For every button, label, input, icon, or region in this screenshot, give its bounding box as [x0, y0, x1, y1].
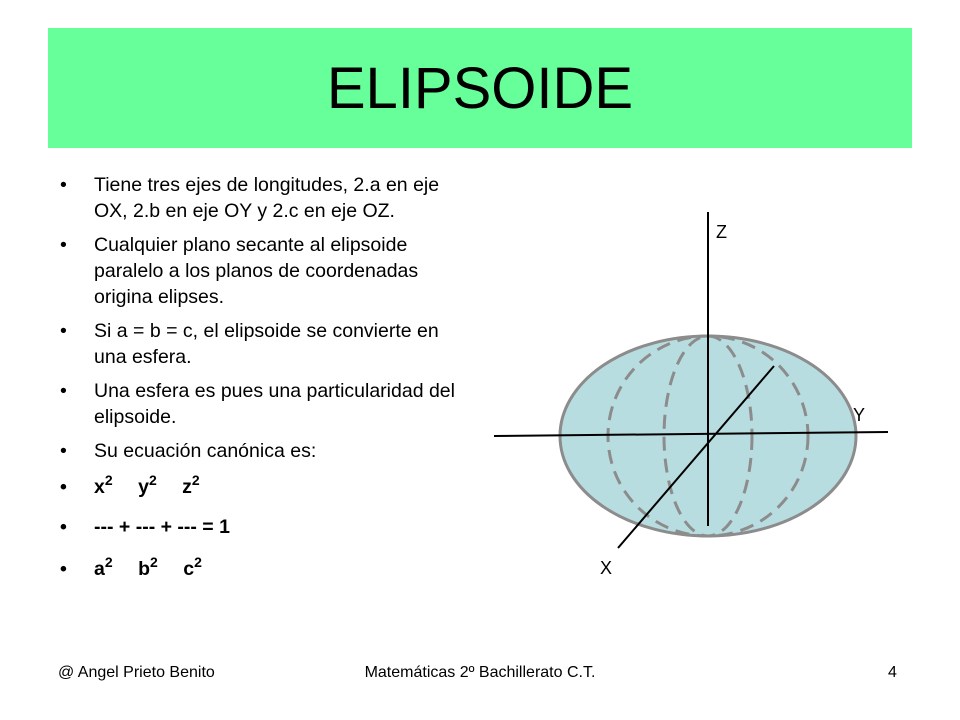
ellipsoid-diagram — [480, 200, 900, 600]
bullet-text: Cualquier plano secante al elipsoide paralelo a los planos de coordenadas origina elipses. — [94, 234, 419, 308]
eq-var-x: x — [94, 476, 105, 498]
bullet-dot: • — [60, 476, 67, 498]
bullet-dot: • — [60, 380, 67, 402]
eq-var-c: c — [183, 558, 195, 580]
equation-denominator-line — [60, 556, 460, 582]
bullet-item — [60, 232, 460, 310]
bullet-dot: • — [60, 516, 67, 538]
footer-page-number: 4 — [888, 664, 897, 681]
footer-author: @ Angel Prieto Benito — [58, 664, 215, 681]
bullet-text: Si a = b = c, el elipsoide se convierte en una esfera. — [94, 320, 439, 368]
bullet-list — [60, 172, 460, 590]
bullet-dot: • — [60, 174, 67, 196]
bullet-item — [60, 438, 460, 464]
bullet-dot: • — [60, 234, 67, 256]
equation-fraction-line — [60, 514, 460, 540]
axis-label-z: Z — [716, 222, 727, 242]
equation-numerator-line — [60, 474, 460, 500]
eq-var-z: z — [182, 476, 192, 498]
bullet-dot: • — [60, 320, 67, 342]
eq-fraction-text: --- + --- + --- = 1 — [94, 516, 230, 538]
eq-exp: 2 — [104, 554, 113, 570]
footer-course: Matemáticas 2º Bachillerato C.T. — [364, 664, 596, 681]
bullet-text: Su ecuación canónica es: — [94, 440, 317, 462]
title-bar — [48, 28, 912, 148]
bullet-item — [60, 318, 460, 370]
eq-var-y: y — [138, 476, 149, 498]
eq-exp: 2 — [150, 554, 158, 570]
bullet-text: Una esfera es pues una particularidad del elipsoide. — [94, 380, 455, 428]
slide-title: ELIPSOIDE — [326, 55, 634, 121]
bullet-dot: • — [60, 440, 67, 462]
bullet-item — [60, 378, 460, 430]
bullet-item — [60, 172, 460, 224]
eq-exp: 2 — [194, 554, 202, 570]
axis-label-x: X — [600, 558, 613, 578]
axis-label-y: Y — [853, 405, 866, 425]
bullet-dot: • — [60, 558, 67, 580]
eq-exp: 2 — [148, 472, 157, 488]
eq-exp: 2 — [104, 472, 113, 488]
bullet-text: Tiene tres ejes de longitudes, 2.a en eje OX, 2.b en eje OY y 2.c en eje OZ. — [94, 174, 440, 222]
eq-var-a: a — [94, 558, 105, 580]
eq-var-b: b — [138, 558, 150, 580]
eq-exp: 2 — [191, 472, 200, 488]
